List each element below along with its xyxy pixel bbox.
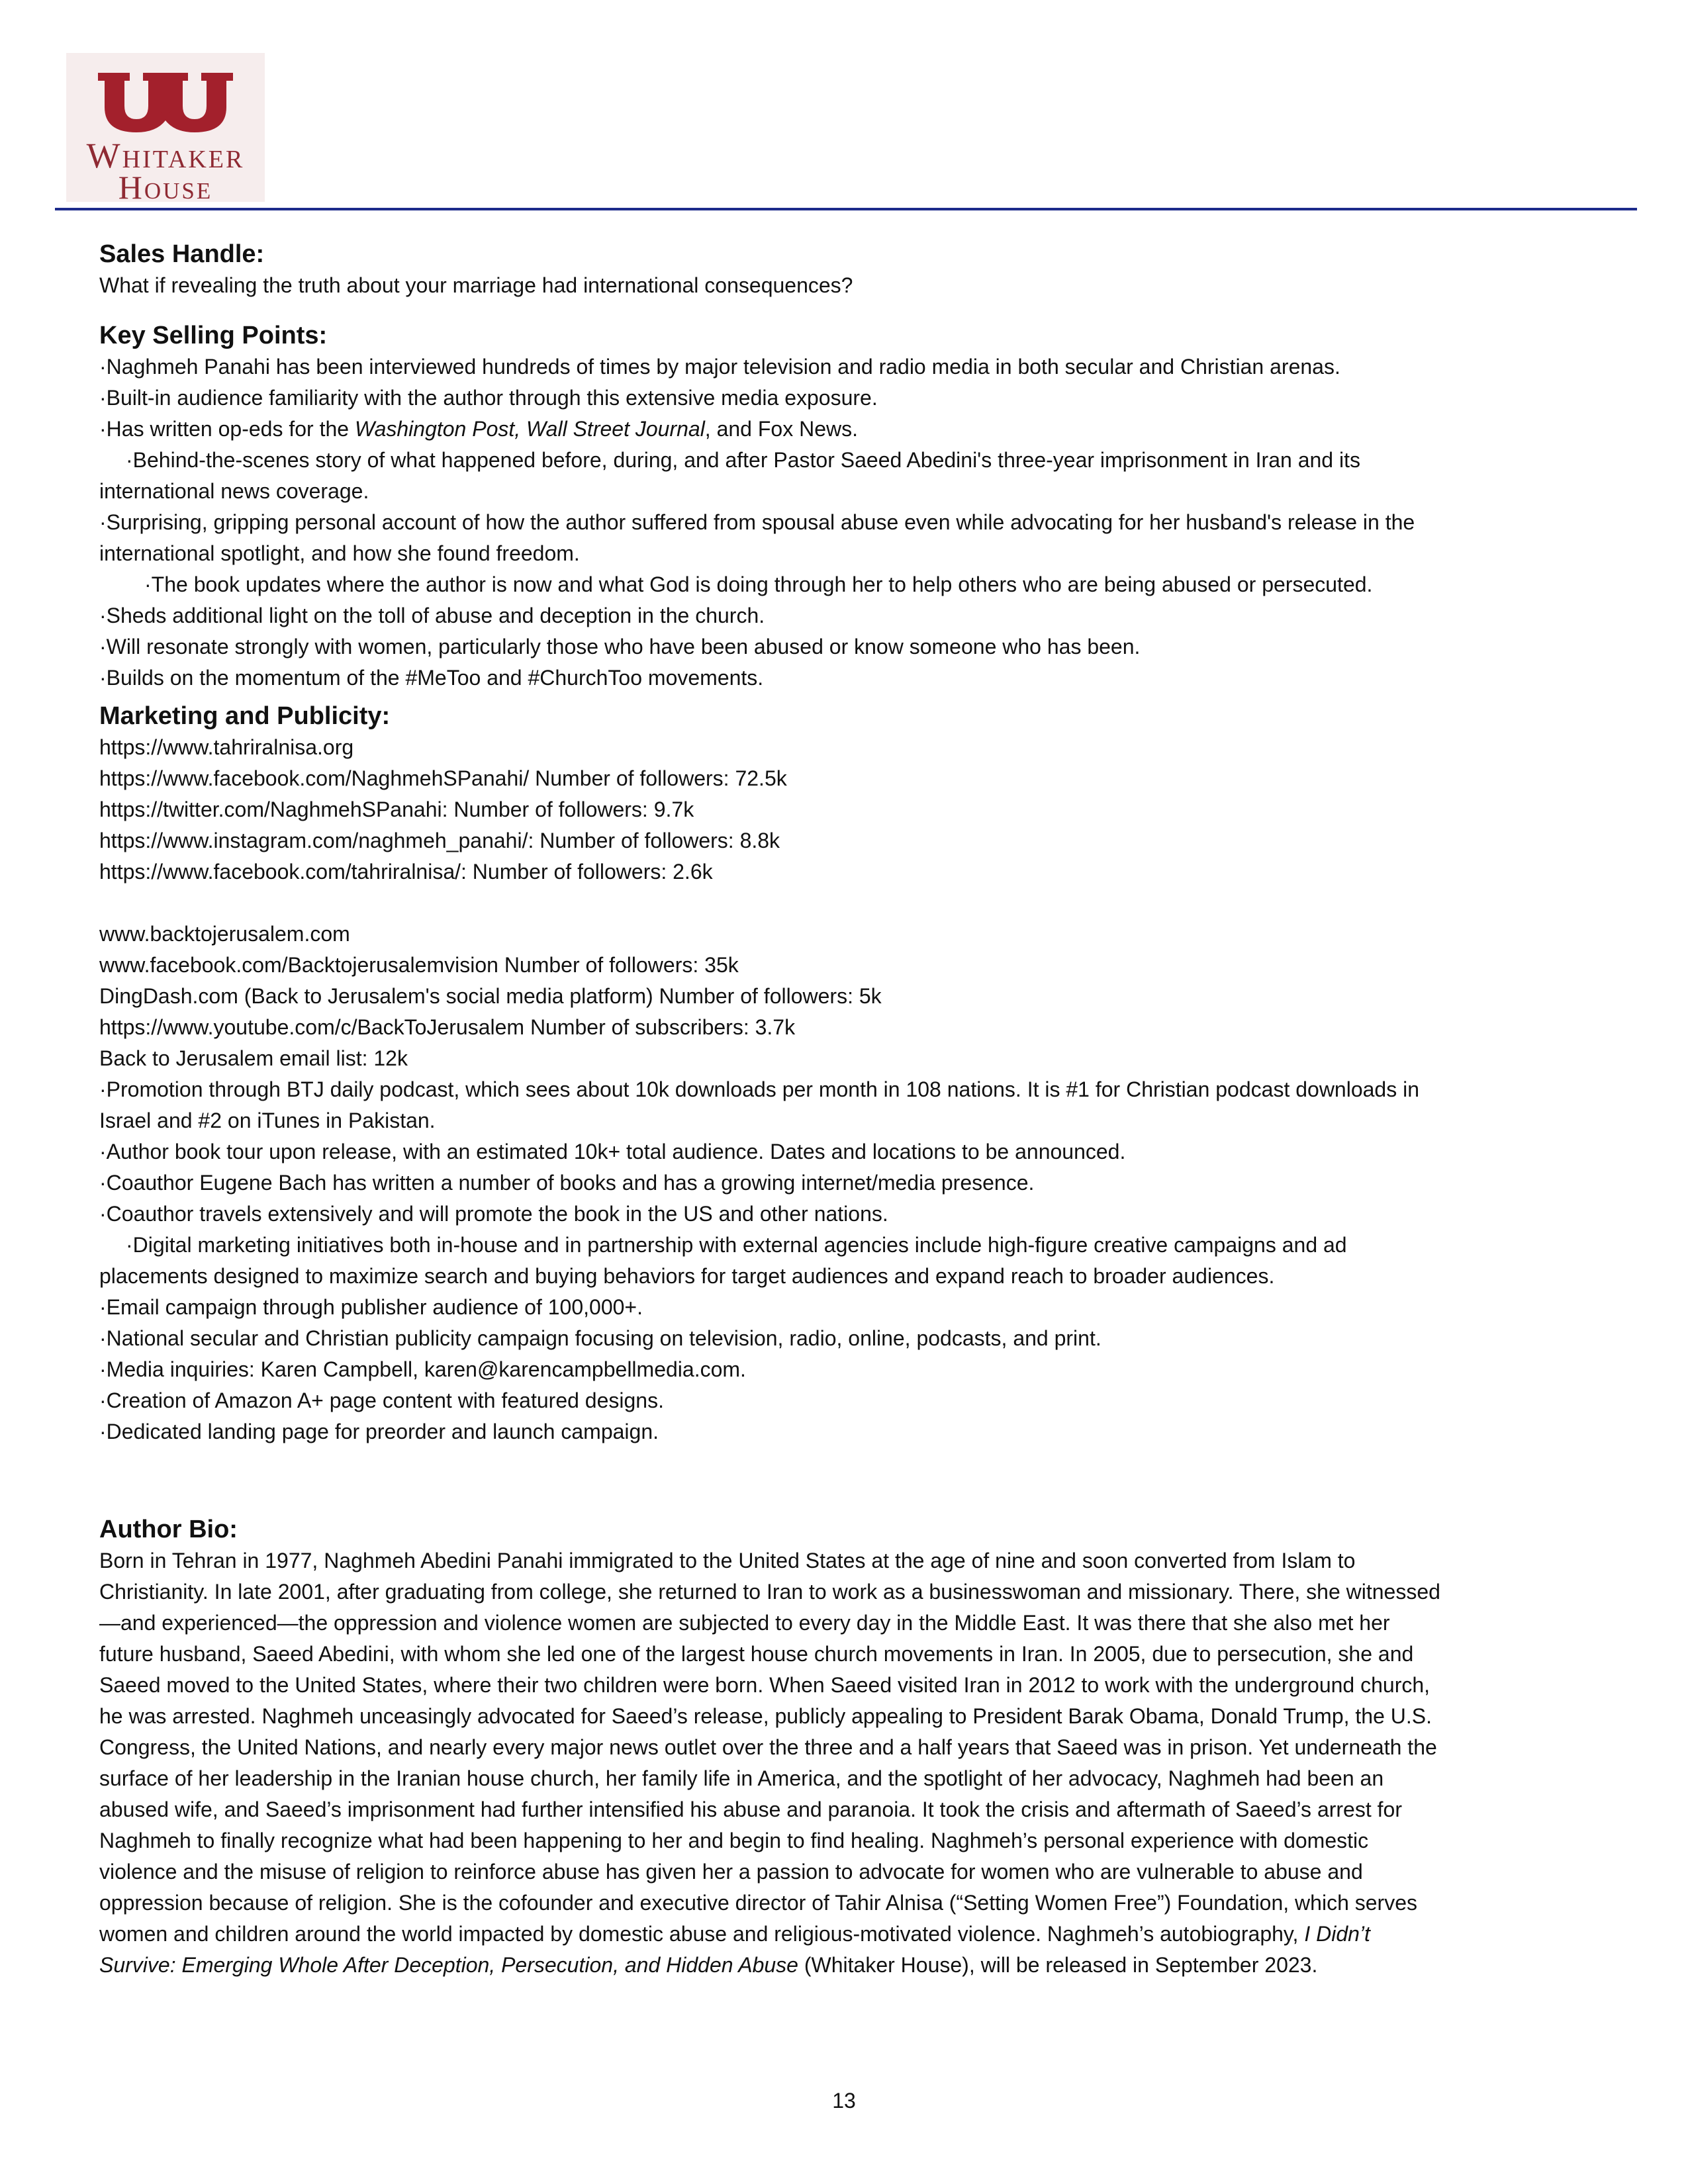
book-title: I Didn’t Survive: Emerging Whole After Deception, Persecution, and Hidden Abuse (99, 1922, 1370, 1977)
marketing-link: https://www.youtube.com/c/BackToJerusalem Number of subscribers: 3.7k (99, 1015, 796, 1039)
sales-handle-text: What if revealing the truth about your marriage had international consequences? (99, 273, 853, 297)
selling-point: ·Will resonate strongly with women, particularly those who have been abused or know someone who has been. (99, 635, 1141, 659)
whitaker-house-emblem-icon (95, 66, 236, 138)
selling-point: ·Surprising, gripping personal account of how the author suffered from spousal abuse even while advocating for her husband's release in the international spotlight, and how she found freedom. (99, 510, 1415, 565)
selling-point: ·Has written op-eds for the Washington Post, Wall Street Journal, and Fox News. (99, 417, 858, 441)
header-divider (55, 208, 1637, 210)
marketing-heading: Marketing and Publicity: (99, 702, 391, 730)
marketing-link: https://www.instagram.com/naghmeh_panahi/: Number of followers: 8.8k (99, 829, 780, 852)
marketing-point: ·Coauthor travels extensively and will promote the book in the US and other nations. (99, 1202, 888, 1226)
marketing-link: https://www.tahriralnisa.org (99, 735, 354, 759)
logo-text-line1: Whitaker (86, 136, 245, 175)
key-selling-points-heading: Key Selling Points: (99, 322, 328, 349)
selling-point: ·Builds on the momentum of the #MeToo and #ChurchToo movements. (99, 666, 764, 690)
marketing-point: ·Promotion through BTJ daily podcast, which sees about 10k downloads per month in 108 nations. It is #1 for Christian podcast downloads in Israel and #2 on iTunes in Pakistan. (99, 1077, 1420, 1132)
selling-point: ·The book updates where the author is now and what God is doing through her to help others who are being abused or persecuted. (144, 572, 1373, 596)
logo-text-line2: House (118, 169, 213, 206)
marketing-link: www.facebook.com/Backtojerusalemvision Number of followers: 35k (99, 953, 739, 977)
selling-point: ·Sheds additional light on the toll of abuse and deception in the church. (99, 604, 765, 627)
marketing-link: https://www.facebook.com/tahriralnisa/: Number of followers: 2.6k (99, 860, 713, 884)
marketing-link: https://www.facebook.com/NaghmehSPanahi/ Number of followers: 72.5k (99, 766, 787, 790)
marketing-point: ·Digital marketing initiatives both in-house and in partnership with external agencies include high-figure creative campaigns and ad placements designed to maximize search and buying behaviors for target audiences and expand reach to broader audiences. (99, 1233, 1347, 1288)
marketing-point: ·Creation of Amazon A+ page content with featured designs. (99, 1388, 664, 1412)
publication-names: Washington Post, Wall Street Journal (354, 417, 705, 441)
marketing-link: Back to Jerusalem email list: 12k (99, 1046, 408, 1070)
marketing-point: ·Media inquiries: Karen Campbell, karen@karencampbellmedia.com. (99, 1357, 746, 1381)
marketing-point: ·Coauthor Eugene Bach has written a number of books and has a growing internet/media presence. (99, 1171, 1035, 1195)
marketing-link: https://twitter.com/NaghmehSPanahi: Number of followers: 9.7k (99, 797, 694, 821)
marketing-link: DingDash.com (Back to Jerusalem's social media platform) Number of followers: 5k (99, 984, 882, 1008)
sales-handle-heading: Sales Handle: (99, 240, 265, 268)
marketing-point: ·Author book tour upon release, with an estimated 10k+ total audience. Dates and locations to be announced. (99, 1140, 1126, 1163)
marketing-point: ·National secular and Christian publicity campaign focusing on television, radio, online, podcasts, and print. (99, 1326, 1102, 1350)
author-bio-text: Born in Tehran in 1977, Naghmeh Abedini Panahi immigrated to the United States at the age of nine and soon converted from Islam to Christianity. In late 2001, after graduating from college, she returned to Iran to work as a businesswoman and missionary. There, she witnessed—and experienced—the oppression and violence women are subjected to every day in the Middle East. It was there that she also met her future husband, Saeed Abedini, with whom she led one of the largest house church movements in Iran. In 2005, due to persecution, she and Saeed moved to the United States, where their two children were born. When Saeed visited Iran in 2012 to work with the underground church, he was arrested. Naghmeh unceasingly advocated for Saeed’s release, publicly appealing to President Barak Obama, Donald Trump, the U.S. Congress, the United Nations, and nearly every major news outlet over the three and a half years that Saeed was in prison. Yet underneath the surface of her leadership in the Iranian house church, her family life in America, and the spotlight of her advocacy, Naghmeh had been an abused wife, and Saeed’s imprisonment had further intensified his abuse and paranoia. It took the crisis and aftermath of Saeed’s arrest for Naghmeh to finally recognize what had been happening to her and begin to find healing. Naghmeh’s personal experience with domestic violence and the misuse of religion to reinforce abuse has given her a passion to advocate for women who are vulnerable to abuse and oppression because of religion. She is the cofounder and executive director of Tahir Alnisa (“Setting Women Free”) Foundation, which serves women and children around the world impacted by domestic abuse and religious-motivated violence. Naghmeh’s autobiography, I Didn’t Survive: Emerging Whole After Deception, Persecution, and Hidden Abuse (Whitaker House), will be released in September 2023. (99, 1549, 1440, 1977)
author-bio-heading: Author Bio: (99, 1516, 238, 1543)
publisher-logo (66, 53, 265, 206)
marketing-link: www.backtojerusalem.com (99, 922, 350, 946)
selling-point: ·Built-in audience familiarity with the author through this extensive media exposure. (99, 386, 878, 410)
marketing-point: ·Dedicated landing page for preorder and launch campaign. (99, 1420, 659, 1443)
selling-point: ·Naghmeh Panahi has been interviewed hundreds of times by major television and radio media in both secular and Christian arenas. (99, 355, 1340, 379)
selling-point: ·Behind-the-scenes story of what happened before, during, and after Pastor Saeed Abedini's three-year imprisonment in Iran and its international news coverage. (99, 448, 1360, 503)
page-number: 13 (832, 2089, 856, 2113)
marketing-point: ·Email campaign through publisher audience of 100,000+. (99, 1295, 643, 1319)
page-content (99, 238, 1443, 1981)
